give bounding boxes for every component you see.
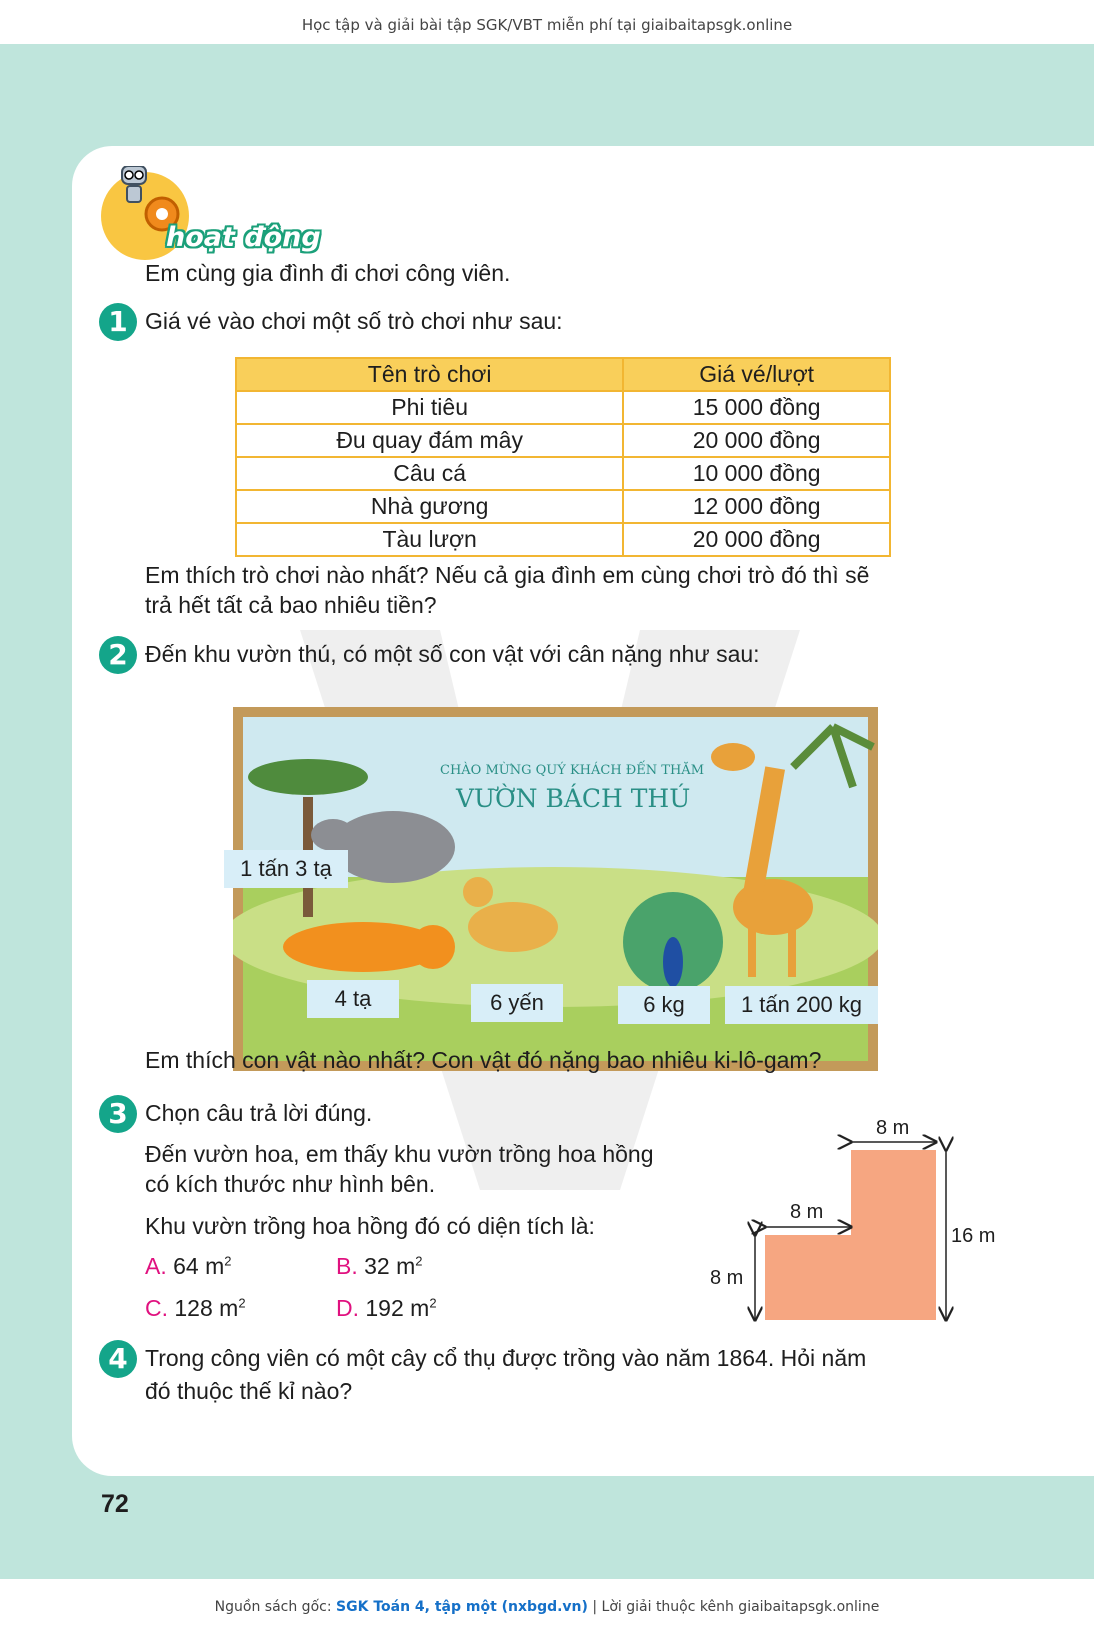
option-d[interactable] [336,1295,437,1322]
page-number: 72 [101,1490,129,1518]
question-number-3: 3 [99,1095,137,1133]
ticket-price: 12 000 đồng [623,490,890,523]
q1-question-line1: Em thích trò chơi nào nhất? Nếu cả gia đình em cùng chơi trò đó thì sẽ [145,562,870,588]
footer-suffix: | Lời giải thuộc kênh giaibaitapsgk.online [587,1599,880,1615]
footer-prefix: Nguồn sách gốc: [214,1599,337,1615]
option-letter: C. [145,1295,168,1321]
dimension-step-width: 8 m [790,1201,824,1223]
option-value: 32 m [364,1253,416,1279]
table-row [236,457,890,490]
dimension-right-height: 16 m [951,1225,996,1247]
table-header: Tên trò chơi [236,358,623,391]
q1-prompt: Giá vé vào chơi một số trò chơi như sau: [145,308,563,334]
q3-text-line1: Đến vườn hoa, em thấy khu vườn trồng hoa hồng [145,1141,654,1167]
option-a[interactable] [145,1253,232,1280]
question-number-1: 1 [99,303,137,341]
footer-banner [0,1579,1094,1626]
option-letter: D. [336,1295,359,1321]
option-value: 64 m [173,1253,225,1279]
q4-line1: Trong công viên có một cây cổ thụ được trồng vào năm 1864. Hỏi năm [145,1345,867,1371]
option-exponent: 2 [429,1295,437,1311]
option-letter: B. [336,1253,358,1279]
game-name: Nhà gương [236,490,623,523]
q3-text-line2: có kích thước như hình bên. [145,1171,436,1197]
weight-label-tiger: 4 tạ [307,980,399,1018]
q2-question: Em thích con vật nào nhất? Con vật đó nặng bao nhiêu ki-lô-gam? [145,1047,822,1073]
ticket-price: 10 000 đồng [623,457,890,490]
table-row [236,391,890,424]
option-c[interactable] [145,1295,246,1322]
question-number-2: 2 [99,636,137,674]
game-name: Đu quay đám mây [236,424,623,457]
weight-label-peacock: 6 kg [618,986,710,1024]
table-header: Giá vé/lượt [623,358,890,391]
game-name: Phi tiêu [236,391,623,424]
q1-question-line2: trả hết tất cả bao nhiêu tiền? [145,592,437,618]
table-row [236,424,890,457]
price-table [235,357,891,557]
ticket-price: 20 000 đồng [623,424,890,457]
game-name: Tàu lượn [236,523,623,556]
question-number-4: 4 [99,1340,137,1378]
garden-shape [765,1150,936,1320]
top-banner: Học tập và giải bài tập SGK/VBT miễn phí tại giaibaitapsgk.online [0,0,1094,44]
activity-title: hoạt động [166,222,321,253]
weight-label-rhino: 1 tấn 3 tạ [224,850,348,888]
option-exponent: 2 [224,1253,232,1269]
option-letter: A. [145,1253,167,1279]
option-value: 128 m [174,1295,239,1321]
dimension-left-height: 8 m [710,1267,744,1289]
ticket-price: 20 000 đồng [623,523,890,556]
q3-prompt: Chọn câu trả lời đúng. [145,1100,373,1126]
dimension-top-width: 8 m [876,1117,910,1139]
ticket-price: 15 000 đồng [623,391,890,424]
q2-prompt: Đến khu vườn thú, có một số con vật với cân nặng như sau: [145,641,760,667]
table-row [236,490,890,523]
option-b[interactable] [336,1253,423,1280]
footer-source-link[interactable]: SGK Toán 4, tập một (nxbgd.vn) [336,1599,588,1615]
option-exponent: 2 [238,1295,246,1311]
intro-text: Em cùng gia đình đi chơi công viên. [145,260,511,286]
game-name: Câu cá [236,457,623,490]
table-row [236,523,890,556]
weight-label-leopard: 6 yến [471,984,563,1022]
weight-label-giraffe: 1 tấn 200 kg [725,986,878,1024]
q4-line2: đó thuộc thế kỉ nào? [145,1378,353,1404]
option-value: 192 m [365,1295,430,1321]
zoo-name: VƯỜN BÁCH THÚ [456,784,691,813]
zoo-greeting: CHÀO MỪNG QUÝ KHÁCH ĐẾN THĂM [440,763,704,778]
q3-question: Khu vườn trồng hoa hồng đó có diện tích là: [145,1213,595,1239]
option-exponent: 2 [415,1253,423,1269]
